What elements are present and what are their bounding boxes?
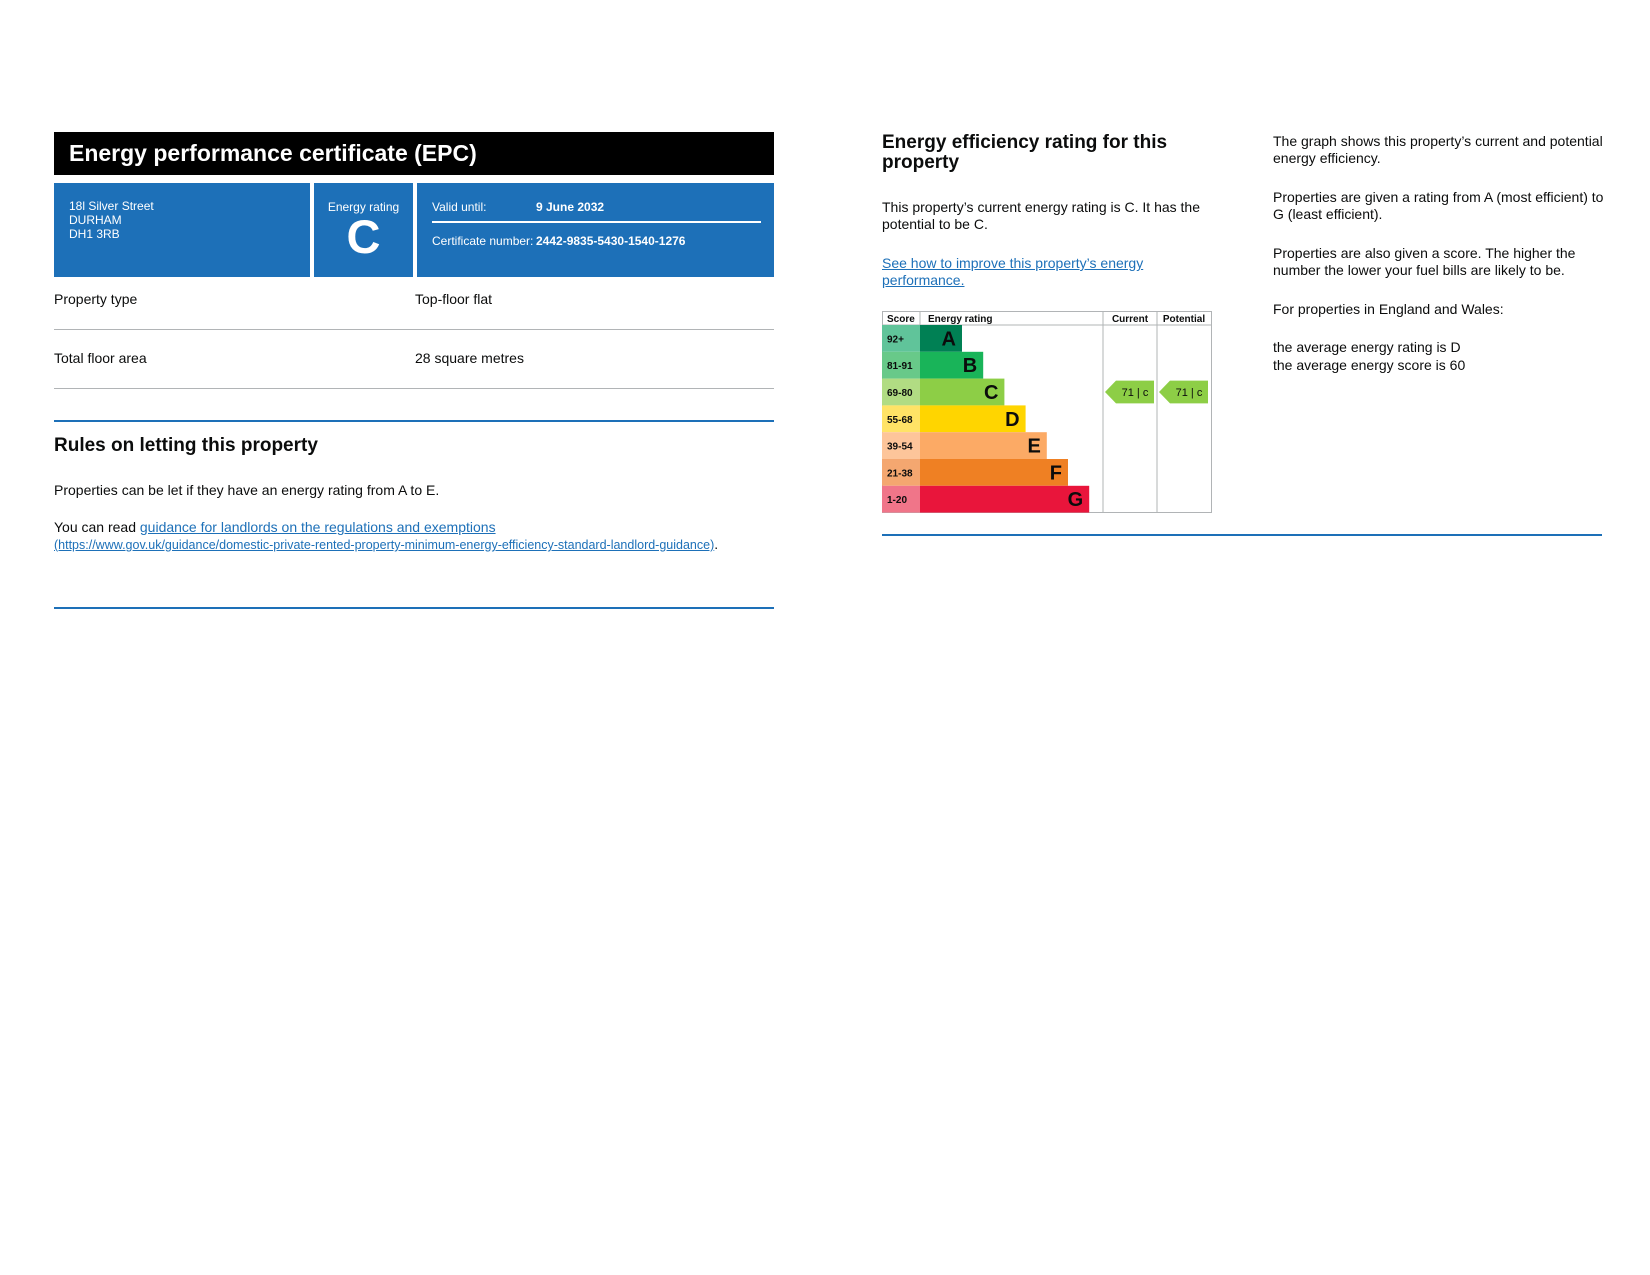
efficiency-heading: Energy efficiency rating for this property (882, 132, 1168, 173)
score-label: 1-20 (887, 495, 908, 507)
section-divider (54, 420, 774, 422)
divider (54, 329, 774, 330)
side-paragraph-4: For properties in England and Wales: (1273, 301, 1504, 317)
landlord-guidance-url-link[interactable]: (https://www.gov.uk/guidance/domestic-private-rented-property-minimum-energy-efficiency-standard-landlord-guidance) (54, 538, 715, 552)
property-type-row (54, 291, 774, 307)
divider (432, 221, 761, 223)
address-box (54, 183, 310, 277)
current-header: Current (1111, 314, 1149, 325)
floor-area-row (54, 350, 774, 366)
score-label: 92+ (887, 334, 904, 346)
section-divider (54, 607, 774, 609)
rules-paragraph-prefix: You can read (54, 519, 140, 535)
energy-rating-letter: C (346, 210, 381, 263)
rating-bar-letter: G (1067, 489, 1084, 512)
address-line-1: 18l Silver Street (69, 199, 154, 213)
energy-rating-label: Energy rating (327, 200, 400, 214)
potential-rating-arrow-label: 71 | c (1175, 387, 1203, 399)
certificate-number-value: 2442-9835-5430-1540-1276 (536, 234, 686, 248)
valid-until-value: 9 June 2032 (536, 200, 605, 214)
rating-bar-letter: F (1049, 462, 1062, 485)
address-line-3: DH1 3RB (69, 227, 120, 241)
floor-area-label: Total floor area (54, 350, 147, 366)
score-label: 39-54 (887, 441, 913, 453)
energy-rating-header: Energy rating (928, 314, 993, 325)
score-label: 69-80 (887, 388, 913, 399)
potential-header: Potential (1162, 314, 1206, 325)
side-paragraph-6: the average energy score is 60 (1273, 357, 1466, 373)
current-rating-text: This property’s current energy rating is C. It has the potential to be C. (882, 199, 1200, 232)
rules-paragraph-1: Properties can be let if they have an energy rating from A to E. (54, 482, 440, 498)
energy-rating-chart (882, 311, 1212, 513)
rating-bar-letter: D (1005, 408, 1020, 431)
address-line-2: DURHAM (69, 213, 122, 227)
rating-bar-letter: B (962, 355, 978, 378)
side-paragraph-2: Properties are given a rating from A (most efficient) to G (least efficient). (1273, 189, 1604, 222)
score-label: 55-68 (887, 414, 913, 426)
property-type-label: Property type (54, 291, 138, 307)
current-rating-arrow-label: 71 | c (1121, 387, 1149, 399)
certificate-info-box (417, 183, 774, 277)
valid-until-label: Valid until: (432, 200, 487, 214)
rating-bar-letter: E (1027, 435, 1041, 458)
score-label: 21-38 (887, 468, 913, 480)
score-label: 81-91 (887, 361, 913, 373)
side-paragraph-3: Properties are also given a score. The higher the number the lower your fuel bills are likely to be. (1273, 245, 1576, 278)
rating-bar-f (920, 459, 1068, 486)
score-header: Score (887, 314, 915, 325)
floor-area-value: 28 square metres (415, 350, 524, 366)
property-type-value: Top-floor flat (415, 291, 493, 307)
divider (54, 388, 774, 389)
rating-bar-g (920, 486, 1089, 513)
rating-bar-letter: A (941, 328, 956, 351)
rules-heading: Rules on letting this property (54, 435, 318, 456)
improve-energy-link[interactable]: See how to improve this property’s energy performance. (882, 255, 1144, 288)
side-paragraph-5: the average energy rating is D (1273, 339, 1461, 355)
rules-paragraph-2 (54, 519, 734, 554)
landlord-guidance-link[interactable]: guidance for landlords on the regulations and exemptions (139, 519, 496, 535)
energy-rating-box (314, 183, 413, 277)
rating-bar-letter: C (983, 382, 999, 404)
certificate-number-label: Certificate number: (432, 234, 534, 248)
section-divider (882, 534, 1602, 536)
side-paragraph-1: The graph shows this property’s current and potential energy efficiency. (1273, 133, 1603, 166)
page-title: Energy performance certificate (EPC) (54, 132, 774, 175)
rules-paragraph-suffix: . (714, 536, 719, 552)
